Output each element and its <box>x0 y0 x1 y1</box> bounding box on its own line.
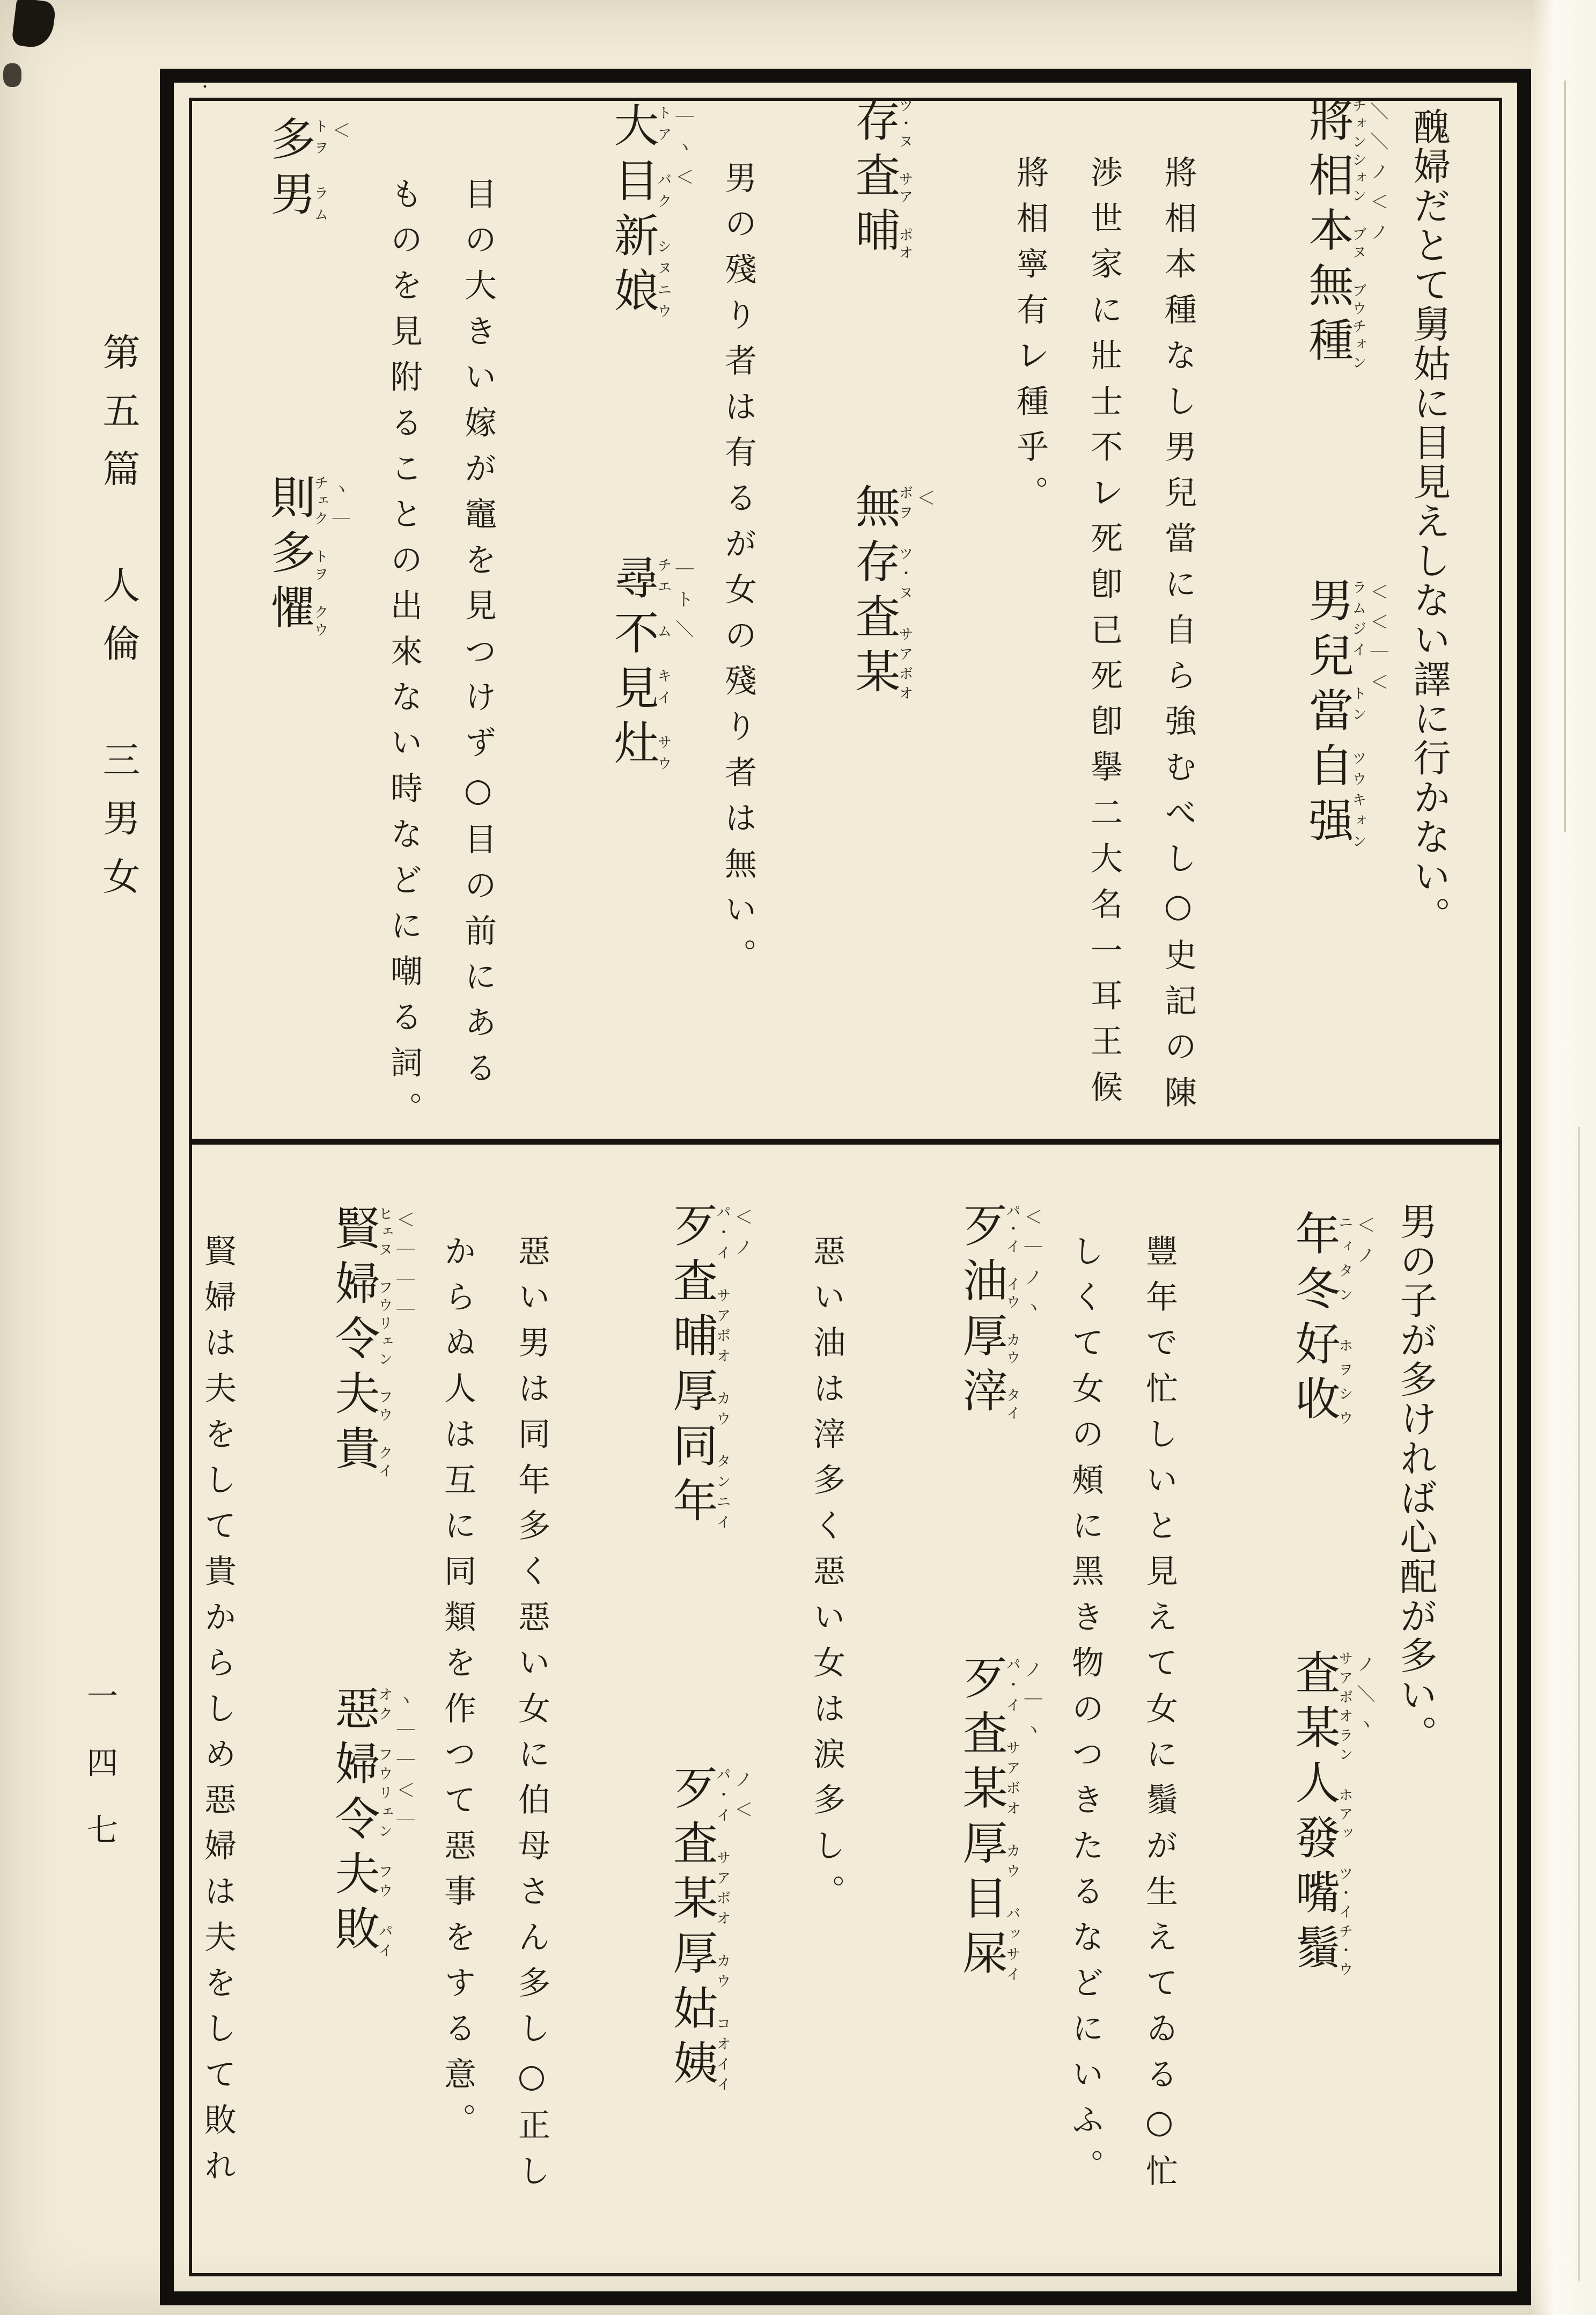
proverb-phrase <box>660 1764 753 2094</box>
tone-marks: ヽ｜ <box>329 479 350 540</box>
explanation-column-1: 將相本種なし男兒當に自ら強むべし○史記の陳渉世家に壯士不㆑死卽已死卽擧㆓大名㆒耳王候將相寧有㆑種乎。 <box>1011 156 1197 1122</box>
proverb-column-8 <box>322 1205 415 1960</box>
page-edge-line <box>1578 1127 1580 2281</box>
proverb-phrase <box>842 483 935 704</box>
tone-marks: ＼＼ノ＜ノ <box>1367 102 1388 253</box>
margin-page-number: 一四七 <box>82 1680 118 1881</box>
proverb-phrase <box>1296 97 1388 372</box>
tone-marks: ＜｜ノヽ <box>1021 1207 1042 1328</box>
proverb-column-4 <box>258 115 350 639</box>
tone-marks: ノ｜ヽ <box>1021 1659 1042 1750</box>
tone-marks: ノ＜ <box>731 1769 753 1830</box>
tone-marks: ＜｜｜｜ <box>393 1210 415 1331</box>
page-edge-line <box>1564 80 1566 832</box>
proverb-column-5 <box>1282 1210 1375 1979</box>
proverb-text: 將相本無種チォンシォン ブヌ ブウチォン <box>1301 97 1366 372</box>
reading-gloss: パ・イ イウ カウ タイ <box>1003 1202 1020 1422</box>
proverb-phrase <box>1282 1649 1375 1979</box>
reading-gloss: パ・イ サアボオ カウ コオイイ <box>714 1764 731 2094</box>
reading-gloss: ボヲ ツ・ヌ サアボオ <box>896 483 913 704</box>
explanation-column-8: 賢婦は夫をして貴からしめ惡婦は夫をして敗れ <box>199 1234 237 2195</box>
explanation-column-6: 惡い油は滓多く惡い女は涙多し。 <box>808 1234 845 1920</box>
tone-marks: ＜ノ <box>1354 1215 1375 1276</box>
section-divider-rule <box>189 1139 1502 1145</box>
proverb-phrase <box>950 1654 1042 1984</box>
proverb-column-1 <box>1296 97 1388 852</box>
proverb-phrase <box>950 1202 1042 1422</box>
proverb-phrase <box>601 554 694 774</box>
proverb-text: 則多懼チェク トヲ クウ <box>263 473 328 639</box>
proverb-text: 歹査某厚姑姨パ・イ サアボオ カウ コオイイ <box>666 1764 731 2094</box>
proverb-text: 多男トヲ ラム <box>263 115 328 225</box>
tone-marks: ＜ <box>329 121 350 151</box>
proverb-phrase <box>601 102 694 322</box>
proverb-text: 男兒當自强ラムジイ トン ツウキォン <box>1301 577 1366 852</box>
reading-gloss: チエ ム キイ サウ <box>654 554 672 774</box>
explanation-column-2: 男の殘り者は有るが女の殘り者は無い。 <box>719 161 757 984</box>
proverb-column-6 <box>950 1202 1042 1984</box>
proverb-text: 歹査某厚目屎パ・イ サアボオ カウ バッサイ <box>955 1654 1020 1984</box>
proverb-text: 賢婦令夫貴ヒェヌ フウリェン フウ クイ <box>328 1205 393 1480</box>
proverb-phrase <box>322 1685 415 1960</box>
reading-gloss: ニィタン ホヲシウ <box>1336 1210 1353 1430</box>
reading-gloss: ヒェヌ フウリェン フウ クイ <box>376 1205 393 1480</box>
reading-gloss: チォンシォン ブヌ ブウチォン <box>1349 97 1366 372</box>
proverb-phrase <box>258 115 350 225</box>
reading-gloss: ツ・ヌ サア ポオ <box>896 97 913 262</box>
top-carryover-explanation: 醜婦だとて舅姑に目見えしない譯に行かない。 <box>1407 107 1451 936</box>
reading-gloss: パ・イ サアボオ カウ バッサイ <box>1003 1654 1020 1984</box>
reading-gloss: オク フウリェン フウ パイ <box>376 1685 393 1960</box>
tone-marks: ＜＜｜＜ <box>1367 582 1388 703</box>
reading-gloss: チェク トヲ クウ <box>311 473 328 639</box>
proverb-text: 歹査晡厚同年パ・イ サアポオ カウ タンニイ <box>666 1202 731 1532</box>
reading-gloss: トヲ ラム <box>311 115 328 225</box>
explanation-column-5: 豐年で忙しいと見えて女に鬚が生えてゐる○忙しくて女の頰に黑き物のつきたるなどにいふ。 <box>1067 1234 1178 2200</box>
proverb-text: 惡婦令夫敗オク フウリェン フウ パイ <box>328 1685 393 1960</box>
tone-marks: ｜ト＼ <box>672 559 694 650</box>
proverb-column-3 <box>601 102 694 774</box>
proverb-column-2 <box>842 97 935 704</box>
scan-ink-smudge <box>3 63 21 87</box>
explanation-column-3: 目の大きい嫁が竈を見つけず○目の前にあるものを見附ることの出來ない時などに嘲る詞。 <box>385 177 497 1138</box>
proverb-text: 無存査某ボヲ ツ・ヌ サアボオ <box>848 483 913 704</box>
tone-marks: ＜ノ <box>731 1207 753 1268</box>
entry-bullet-mark: ・ <box>197 79 212 96</box>
proverb-text: 年冬好收ニィタン ホヲシウ <box>1288 1210 1353 1430</box>
reading-gloss: トア バク シヌニウ <box>654 102 672 322</box>
tone-marks: ヽ｜｜＜｜ <box>393 1690 415 1841</box>
proverb-text: 歹油厚滓パ・イ イウ カウ タイ <box>955 1202 1020 1422</box>
reading-gloss: ラムジイ トン ツウキォン <box>1349 577 1366 852</box>
tone-marks: ノ＼ヽ <box>1354 1654 1375 1745</box>
proverb-phrase <box>258 473 350 639</box>
proverb-text: 大目新娘トア バク シヌニウ <box>607 102 672 322</box>
margin-chapter-title: 第五篇 人倫 三男女 <box>97 333 141 915</box>
tone-marks: ＜ <box>914 488 935 519</box>
proverb-text: 存査晡ツ・ヌ サア ポオ <box>848 97 913 262</box>
proverb-phrase <box>1282 1210 1375 1430</box>
proverb-phrase <box>1296 577 1388 852</box>
proverb-phrase <box>322 1205 415 1480</box>
reading-gloss: パ・イ サアポオ カウ タンニイ <box>714 1202 731 1532</box>
tone-marks: ｜ヽ＜ <box>672 107 694 198</box>
proverb-phrase <box>660 1202 753 1532</box>
proverb-text: 尋不見灶チエ ム キイ サウ <box>607 554 672 774</box>
proverb-column-7 <box>660 1202 753 2094</box>
proverb-text: 査某人發嘴鬚サアボオラン ホアッ ツ・イチ・ウ <box>1288 1649 1353 1979</box>
reading-gloss: サアボオラン ホアッ ツ・イチ・ウ <box>1336 1649 1353 1979</box>
explanation-column-7: 惡い男は同年多く惡い女に伯母さん多し○正しからぬ人は互に同類を作つて惡事をする意。 <box>439 1234 550 2200</box>
proverb-phrase <box>842 97 912 261</box>
bottom-carryover-explanation: 男の子が多ければ心配が多い。 <box>1394 1202 1438 1754</box>
